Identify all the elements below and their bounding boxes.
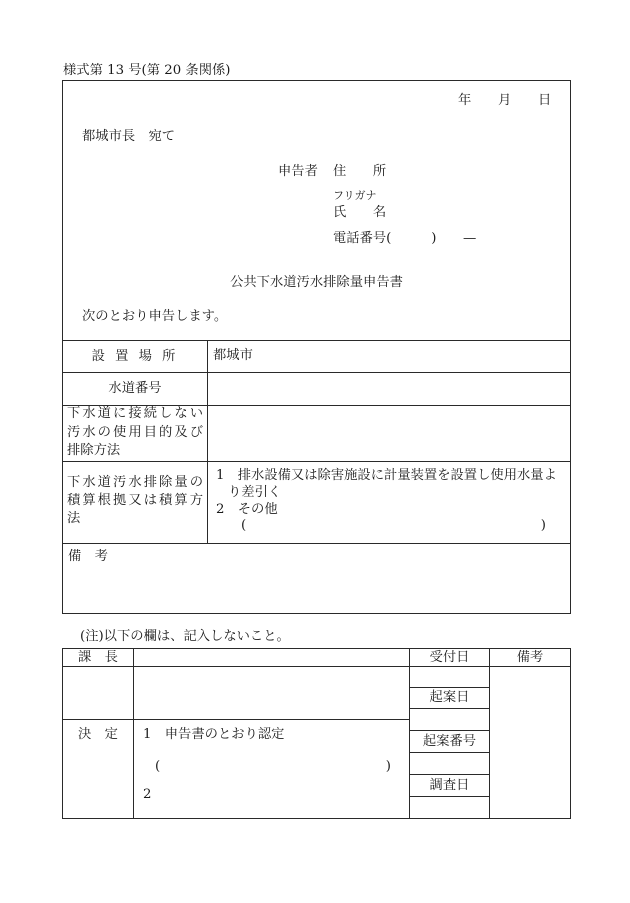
intro-text: 次のとおり申告します。 — [82, 309, 228, 324]
table-rule — [133, 648, 134, 818]
date-month-label: 月 — [498, 93, 512, 108]
location-value: 都城市 — [213, 348, 253, 363]
calculation-options — [216, 467, 566, 518]
office-use-note: (注)以下の欄は、記入しないこと。 — [80, 629, 290, 644]
form-number: 様式第 13 号(第 20 条関係) — [63, 63, 231, 78]
table-rule — [409, 796, 489, 797]
name-label: 氏 名 — [333, 205, 387, 220]
usage-label-line: 排除方法 — [67, 443, 121, 458]
form-title: 公共下水道汚水排除量申告書 — [230, 275, 403, 290]
calculation-label-line: 下水道汚水排除量の — [67, 475, 203, 490]
received-date-label: 受付日 — [429, 649, 470, 665]
furigana-label: フリガナ — [333, 189, 377, 202]
open-paren: ( — [241, 518, 247, 533]
usage-label-line: 下水道に接続しない — [67, 406, 203, 421]
applicant-label: 申告者 — [278, 164, 318, 179]
table-rule — [207, 340, 208, 543]
phone-label: 電話番号( ) — — [333, 231, 477, 246]
calculation-other-field — [241, 518, 546, 534]
table-rule — [409, 708, 489, 709]
survey-date-label: 調査日 — [429, 777, 470, 793]
calculation-label — [67, 474, 203, 528]
calculation-label-line: 法 — [67, 511, 81, 526]
draft-number-label: 起案番号 — [422, 733, 477, 749]
decision-other-field — [155, 759, 391, 775]
location-label: 設 置 場 所 — [91, 348, 179, 364]
close-paren: ) — [385, 759, 391, 774]
usage-label-line: 汚水の使用目的及び — [67, 424, 203, 440]
decision-option-2: 2 — [143, 787, 152, 802]
usage-label — [67, 405, 203, 461]
office-use-table — [62, 648, 571, 819]
table-rule — [62, 543, 571, 544]
calculation-label-line: 積算根拠又は積算方 — [67, 493, 203, 508]
table-rule — [62, 666, 571, 667]
address-label: 住 所 — [333, 164, 387, 179]
decision-option-1: 1 申告書のとおり認定 — [143, 727, 285, 742]
office-remarks-label: 備考 — [516, 649, 544, 665]
table-rule — [62, 719, 409, 720]
table-rule — [409, 752, 489, 753]
chief-label: 課 長 — [78, 649, 118, 665]
draft-date-label: 起案日 — [429, 690, 470, 705]
table-rule — [489, 648, 490, 818]
calculation-option-1-cont: り差引く — [228, 485, 282, 500]
date-year-label: 年 — [458, 93, 472, 108]
calculation-option-1: 1 排水設備又は除害施設に計量装置を設置し使用水量よ — [216, 468, 557, 483]
addressee: 都城市長 宛て — [82, 129, 176, 144]
calculation-option-2: 2 その他 — [216, 502, 278, 517]
table-rule — [62, 461, 571, 462]
close-paren: ) — [540, 518, 546, 533]
water-number-label: 水道番号 — [108, 381, 162, 396]
remarks-label: 備 考 — [68, 549, 108, 564]
open-paren: ( — [155, 759, 161, 774]
date-day-label: 日 — [538, 93, 552, 108]
decision-label: 決 定 — [78, 727, 118, 742]
